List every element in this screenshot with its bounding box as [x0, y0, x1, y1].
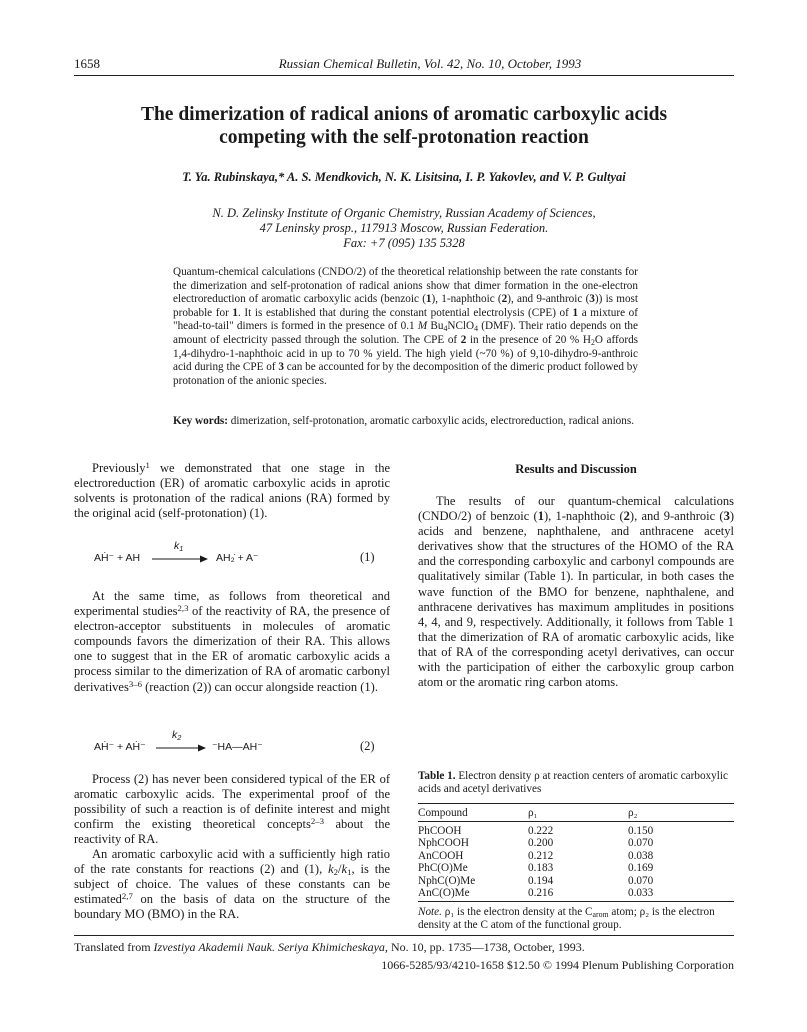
copyright-line: 1066-5285/93/4210-1658 $12.50 © 1994 Plenum Publishing Corporation: [381, 958, 734, 972]
col-header-rho2: ρ₂: [628, 804, 734, 822]
col-header-compound: Compound: [418, 804, 528, 822]
authors: T. Ya. Rubinskaya,* A. S. Mendkovich, N. K. Lisitsina, I. P. Yakovlev, and V. P. Gultyai: [182, 170, 626, 184]
journal-header: Russian Chemical Bulletin, Vol. 42, No. 10, October, 1993: [278, 56, 582, 71]
right-para-1: The results of our quantum-chemical calculations (CNDO/2) of benzoic (1), 1-naphthoic (2), and 9-anthroic (3) acids and benzene, naphthalene, and anthracene acetyl derivatives show that the structures of the HOMO of the RA and the corresponding carboxylic and carbonyl compounds are qualitatively similar (Table 1). In particular, in both cases the wave function of the BMO for benzene, naphthalene, and anthracene derivatives has maximum amplitudes in positions 4, 4, and 9, respectively. Additionally, it follows from Table 1 that the dimerization of RA of aromatic carboxylic acids, like that of RA of the corresponding acetyl derivatives, can occur with the participation of either the carboxylic group carbon atom or the aromatic ring carbon atoms.: [418, 494, 734, 690]
affiliation-line-2: 47 Leninsky prosp., 117913 Moscow, Russian Federation.: [259, 221, 549, 235]
section-heading-results: Results and Discussion: [515, 462, 637, 476]
left-para-1: Previously$^1$ we demonstrated that one stage in the electroreduction (ER) of aromatic carboxylic acids in aprotic solvents is protonation of the radical anions (RA) formed by the original acid (self-protonation) (1).: [74, 460, 390, 521]
keywords-text: dimerization, self-protonation, aromatic carboxylic acids, electroreduction, radical anions.: [228, 415, 635, 427]
translation-note: Translated from Izvestiya Akademii Nauk. Seriya Khimicheskaya, No. 10, pp. 1735—1738, October, 1993.: [74, 940, 585, 954]
eq1-lhs: AḢ⁻ + AH: [94, 552, 141, 564]
eq2-number: (2): [360, 739, 375, 753]
header-rule: [74, 75, 734, 76]
table-header-row: [418, 804, 734, 822]
footer-rule: [74, 935, 734, 936]
table-1-caption: Table 1. Electron density ρ at reaction centers of aromatic carboxylic acids and acetyl derivatives: [418, 770, 728, 795]
left-para-3: Process (2) has never been considered typical of the ER of aromatic carboxylic acids. The experimental proof of the possibility of such a reaction is of definite interest and might confirm the existing theoretical concepts$^{2-3}$ about the reactivity of RA.: [74, 772, 391, 847]
equation-2: [94, 729, 390, 759]
article-title: [80, 103, 728, 149]
eq1-rate-constant: $k_1$: [174, 540, 184, 553]
table-1-label: Table 1.: [418, 770, 456, 782]
equation-1: [94, 540, 390, 570]
left-para-2: At the same time, as follows from theoretical and experimental studies$^{2,3}$ of the reactivity of RA, the presence of electron-acceptor substituents in molecules of aromatic compounds favors the dimerization of their RA. This allows one to suggest that in the ER of aromatic carboxylic acids a process similar to the dimerization of RA of aromatic carbonyl derivatives$^{3-6}$ (reaction (2)) can occur alongside reaction (1).: [74, 589, 390, 694]
abstract: Quantum-chemical calculations (CNDO/2) of the theoretical relationship between the rate constants for the dimerization and self-protonation of radical anions show that dimer formation in the one-electron electroreduction of aromatic carboxylic acids (benzoic (1), 1-naphthoic (2), and 9-anthroic (3)) is most probable for 1. It is established that during the constant potential electrolysis (CPE) of 1 a mixture of "head-to-tail" dimers is formed in the presence of 0.1 M $Bu_4NClO_4$ (DMF). Their ratio depends on the amount of electricity passed through the solution. The CPE of 2 in the presence of 20 % $H_2O$ affords 1,4-dihydro-1-naphthoic acid in up to 70 % yield. The high yield (~70 %) of 9,10-dihydro-9-anthroic acid during the CPE of 3 can be accounted for by the decomposition of the dimeric product followed by protonation of the anionic species.: [173, 266, 639, 387]
table-row: NphCOOH 0.200 0.070: [418, 837, 654, 850]
affiliation-line-1: N. D. Zelinsky Institute of Organic Chemistry, Russian Academy of Sciences,: [212, 206, 596, 220]
table-row: NphC(O)Me 0.194 0.070: [418, 874, 654, 887]
title-line-1: The dimerization of radical anions of aromatic carboxylic acids: [140, 104, 668, 125]
table-row: AnC(O)Me 0.216 0.033: [418, 887, 734, 902]
eq1-rhs: AH₂̇ + A⁻: [216, 552, 259, 564]
affiliation-fax: Fax: +7 (095) 135 5328: [343, 236, 465, 250]
table-1-note: Note. ρ₁ is the electron density at the $C_{arom}$ atom; ρ₂ is the electron density at the C atom of the functional group.: [418, 906, 715, 931]
eq2-arrow-icon: [156, 743, 206, 753]
table-row: PhC(O)Me 0.183 0.169: [418, 862, 654, 875]
keywords-label: Key words:: [173, 415, 228, 427]
eq2-lhs: AḢ⁻ + AḢ⁻: [94, 741, 146, 753]
table-1: [418, 803, 734, 902]
table-row: PhCOOH 0.222 0.150: [418, 825, 654, 837]
eq1-number: (1): [360, 550, 375, 564]
eq2-rate-constant: $k_2$: [172, 729, 182, 742]
eq2-rhs: ⁻HA—AH⁻: [212, 741, 263, 753]
col-header-rho1: ρ₁: [528, 804, 628, 822]
eq1-arrow-icon: [152, 554, 208, 564]
page-number: 1658: [74, 56, 100, 71]
keywords: [173, 415, 638, 429]
table-row: AnCOOH 0.212 0.038: [418, 849, 654, 862]
title-line-2: competing with the self-protonation reaction: [219, 127, 589, 148]
affiliation: [80, 206, 728, 251]
left-para-4: An aromatic carboxylic acid with a sufficiently high ratio of the rate constants for reactions (2) and (1), $k_2/k_1$, is the subject of choice. The values of these constants can be estimated$^{2,7}$ on the basis of data on the structure of the boundary MO (BMO) in the RA.: [74, 847, 391, 922]
